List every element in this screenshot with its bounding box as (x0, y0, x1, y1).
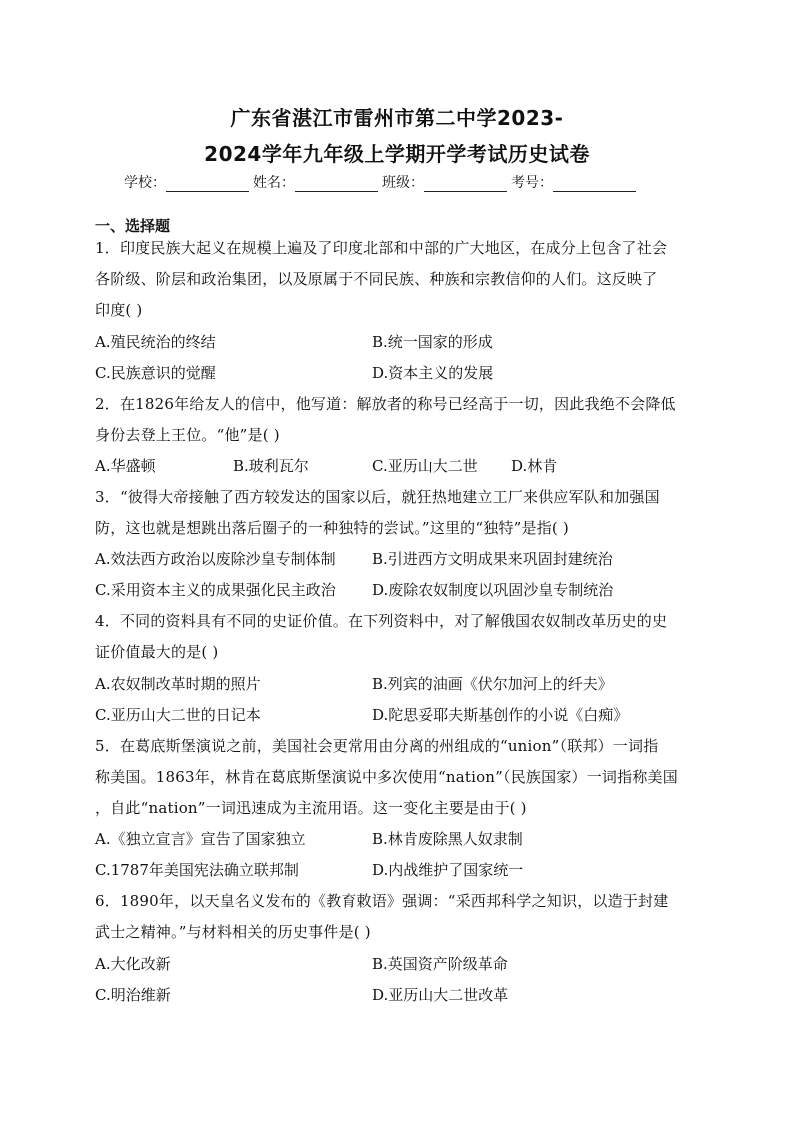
question-5-option-a[interactable]: A.《独立宣言》宣告了国家独立 (95, 830, 306, 848)
question-6-line-1: 6．1890年，以天皇名义发布的《教育敕语》强调：“采西邦科学之知识，以造于封建 (95, 892, 669, 910)
exam-title-line-1: 广东省湛江市雷州市第二中学2023- (230, 106, 564, 130)
question-6-option-d[interactable]: D.亚历山大二世改革 (372, 986, 509, 1004)
question-3-line-2: 防，这也就是想跳出落后圈子的一种独特的尝试。”这里的“独特”是指( ) (95, 519, 569, 537)
question-1-line-1: 1．印度民族大起义在规模上遍及了印度北部和中部的广大地区，在成分上包含了社会 (95, 239, 668, 257)
question-2-option-b[interactable]: B.玻利瓦尔 (233, 457, 309, 475)
question-5-option-c[interactable]: C.1787年美国宪法确立联邦制 (95, 861, 299, 879)
question-3-option-a[interactable]: A.效法西方政治以废除沙皇专制体制 (95, 550, 336, 568)
name-label: 姓名： (253, 175, 295, 191)
question-3-option-b[interactable]: B.引进西方文明成果来巩固封建统治 (372, 550, 613, 568)
question-3-option-d[interactable]: D.废除农奴制度以巩固沙皇专制统治 (372, 581, 614, 599)
question-1-line-3: 印度( ) (95, 301, 143, 319)
question-2-option-d[interactable]: D.林肯 (511, 457, 558, 475)
question-4-line-1: 4．不同的资料具有不同的史证价值。在下列资料中，对了解俄国农奴制改革历史的史 (95, 612, 668, 630)
question-2-line-2: 身份去登上王位。“他”是( ) (95, 426, 280, 444)
question-1-line-2: 各阶级、阶层和政治集团，以及原属于不同民族、种族和宗教信仰的人们。这反映了 (95, 270, 658, 288)
question-1-option-d[interactable]: D.资本主义的发展 (372, 364, 494, 382)
question-1-option-c[interactable]: C.民族意识的觉醒 (95, 364, 216, 382)
school-field (124, 172, 253, 192)
question-4-line-2: 证价值最大的是( ) (95, 643, 219, 661)
question-5-option-d[interactable]: D.内战维护了国家统一 (372, 861, 524, 879)
question-5-line-2: 称美国。1863年，林肯在葛底斯堡演说中多次使用“nation”（民族国家）一词指称美国 (95, 768, 678, 786)
question-4-option-a[interactable]: A.农奴制改革时期的照片 (95, 675, 261, 693)
exam-number-label: 考号： (511, 175, 553, 191)
question-4-option-c[interactable]: C.亚历山大二世的日记本 (95, 706, 261, 724)
question-6-option-b[interactable]: B.英国资产阶级革命 (372, 955, 508, 973)
question-2-line-1: 2．在1826年给友人的信中，他写道：解放者的称号已经高于一切，因此我绝不会降低 (95, 395, 676, 413)
exam-number-field (511, 172, 640, 192)
question-1-option-b[interactable]: B.统一国家的形成 (372, 333, 493, 351)
school-blank[interactable] (166, 173, 249, 192)
question-6-line-2: 武士之精神。”与材料相关的历史事件是( ) (95, 923, 371, 941)
question-2-option-a[interactable]: A.华盛顿 (95, 457, 156, 475)
question-6-option-c[interactable]: C.明治维新 (95, 986, 171, 1004)
question-3-option-c[interactable]: C.采用资本主义的成果强化民主政治 (95, 581, 336, 599)
section-heading: 一、选择题 (95, 217, 171, 235)
name-field (253, 172, 382, 192)
question-2-option-c[interactable]: C.亚历山大二世 (372, 457, 478, 475)
name-blank[interactable] (295, 173, 378, 192)
school-label: 学校： (124, 175, 166, 191)
question-5-line-1: 5．在葛底斯堡演说之前，美国社会更常用由分离的州组成的“union”（联邦）一词指 (95, 737, 659, 755)
student-info-row (124, 170, 640, 192)
question-5-line-3: ，自此“nation”一词迅速成为主流用语。这一变化主要是由于( ) (95, 799, 527, 817)
question-6-option-a[interactable]: A.大化改新 (95, 955, 171, 973)
question-4-option-d[interactable]: D.陀思妥耶夫斯基创作的小说《白痴》 (372, 706, 629, 724)
question-1-option-a[interactable]: A.殖民统治的终结 (95, 333, 216, 351)
question-3-line-1: 3．“彼得大帝接触了西方较发达的国家以后，就狂热地建立工厂来供应军队和加强国 (95, 488, 660, 506)
question-5-option-b[interactable]: B.林肯废除黑人奴隶制 (372, 830, 523, 848)
exam-title-line-2: 2024学年九年级上学期开学考试历史试卷 (204, 142, 590, 166)
class-field (382, 172, 511, 192)
question-4-option-b[interactable]: B.列宾的油画《伏尔加河上的纤夫》 (372, 675, 613, 693)
exam-number-blank[interactable] (553, 173, 636, 192)
class-blank[interactable] (424, 173, 507, 192)
class-label: 班级： (382, 175, 424, 191)
